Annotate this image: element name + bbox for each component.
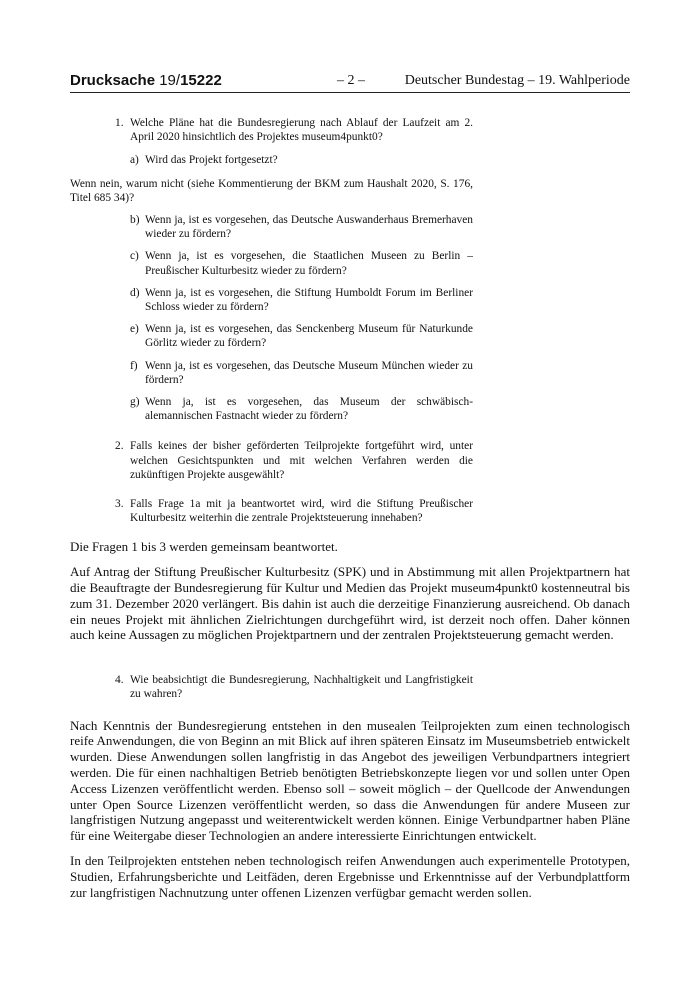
answer-1-3: Auf Antrag der Stiftung Preußischer Kulturbesitz (SPK) und in Abstimmung mit allen Projektpartnern hat die Beauftragte der Bundesregierung für Kultur und Medien das Projekt museum4punkt0 kostenneutral bis zum 31. Dezember 2020 verlängert. Bis dahin ist auch die derzeitige Finanzierung ausreichend. Ob danach ein neues Projekt mit ähnlichen Zielrichtungen durchgeführt wird, ist derzeit noch offen. Daher können auch keine Aussagen zu möglichen Projektpartnern und der zentralen Projektsteuerung gemacht werden. [70, 564, 630, 643]
subquestion-d [130, 286, 473, 314]
question-text: Welche Pläne hat die Bundesregierung nach Ablauf der Laufzeit am 2. April 2020 hinsichtlich des Projektes museum4punkt0? [130, 117, 473, 144]
subquestion-label: b) [130, 214, 140, 227]
question-text: Wie beabsichtigt die Bundesregierung, Nachhaltigkeit und Langfristigkeit zu wahren? [130, 674, 473, 701]
subquestion-label: a) [130, 154, 139, 167]
subquestion-text: Wenn ja, ist es vorgesehen, das Deutsche Auswanderhaus Bremerhaven wieder zu fördern? [145, 214, 473, 241]
subquestion-text: Wenn ja, ist es vorgesehen, das Senckenberg Museum für Naturkunde Görlitz wieder zu fördern? [145, 323, 473, 350]
answer-4-paragraph-2: In den Teilprojekten entstehen neben technologisch reifen Anwendungen auch experimentelle Prototypen, Studien, Erfahrungsberichte und Leitfäden, deren Ergebnisse und Erkenntnisse auf der Verbundplattform zur langfristigen Nachnutzung unter offenen Lizenzen verfügbar gemacht werden sollen. [70, 853, 630, 900]
subquestion-text: Wenn ja, ist es vorgesehen, das Deutsche Museum München wieder zu fördern? [145, 359, 473, 386]
question-1 [70, 116, 473, 168]
question-number: 4. [115, 674, 124, 687]
doc-number-suffix: 15222 [180, 72, 222, 89]
question-4 [70, 673, 473, 701]
subquestion-b [130, 213, 473, 241]
document-body [70, 116, 630, 900]
answer-1-3-intro: Die Fragen 1 bis 3 werden gemeinsam beantwortet. [70, 539, 338, 555]
subquestion-f [130, 359, 473, 387]
question-2 [70, 439, 473, 482]
subquestion-text: Wenn ja, ist es vorgesehen, die Staatlichen Museen zu Berlin – Preußischer Kulturbesitz wieder zu fördern? [145, 250, 473, 277]
question-1-subquestions [70, 213, 473, 423]
page-header [70, 70, 630, 93]
question-number: 2. [115, 440, 124, 453]
subquestion-text: Wenn ja, ist es vorgesehen, das Museum der schwäbisch-alemannischen Fastnacht wieder zu fördern? [145, 396, 473, 423]
question-text: Falls keines der bisher geförderten Teilprojekte fortgeführt wird, unter welchen Gesichtspunkten und mit welchen Verfahren werden die zukünftigen Projekte ausgewählt? [130, 440, 473, 481]
question-1-intro: Wenn nein, warum nicht (siehe Kommentierung der BKM zum Haushalt 2020, S. 176, Titel 685 34)? [70, 177, 473, 204]
subquestion-text: Wenn ja, ist es vorgesehen, die Stiftung Humboldt Forum im Berliner Schloss wieder zu fördern? [145, 286, 473, 314]
subquestion-label: g) [130, 396, 140, 409]
question-number: 1. [115, 117, 124, 129]
subquestion-label: c) [130, 250, 139, 263]
subquestion-text: Wird das Projekt fortgesetzt? [145, 154, 278, 167]
subquestion-a [115, 153, 473, 167]
subquestion-e [130, 322, 473, 350]
doc-label: Drucksache [70, 72, 160, 89]
answer-4-paragraph-1: Nach Kenntnis der Bundesregierung entstehen in den musealen Teilprojekten zum einen technologisch reife Anwendungen, die von Beginn an mit Blick auf ihren späteren Einsatz im Museumsbetrieb entwickelt wurden. Diese Anwendungen sollen langfristig in das Angebot des jeweiligen Verbundpartners integriert werden. Die für einen nachhaltigen Betrieb benötigten Betriebskonzepte liegen vor und sollen unter Open Access Lizenzen veröffentlicht werden. Ebenso soll – soweit möglich – der Quellcode der Anwendungen unter Open Source Lizenzen veröffentlicht werden, so dass die Anwendungen für andere Museen zur langfristigen Nutzung angepasst und weiterentwickelt werden können. Einige Verbundpartner haben Pläne für eine Weitergabe dieser Technologien an andere interessierte Einrichtungen entwickelt. [70, 717, 630, 844]
parliament-period: Deutscher Bundestag – 19. Wahlperiode [404, 73, 630, 88]
subquestion-label: e) [130, 323, 139, 336]
subquestion-g [130, 395, 473, 423]
doc-number-prefix: 19/ [159, 72, 181, 89]
subquestion-label: f) [130, 359, 138, 372]
subquestion-label: d) [130, 286, 140, 299]
page-number: – 2 – [337, 73, 365, 88]
question-text: Falls Frage 1a mit ja beantwortet wird, wird die Stiftung Preußischer Kulturbesitz weiterhin die zentrale Projektsteuerung innehaben? [130, 498, 473, 525]
subquestion-c [130, 249, 473, 277]
document-number [70, 72, 222, 89]
question-number: 3. [115, 498, 124, 511]
question-3 [70, 497, 473, 525]
